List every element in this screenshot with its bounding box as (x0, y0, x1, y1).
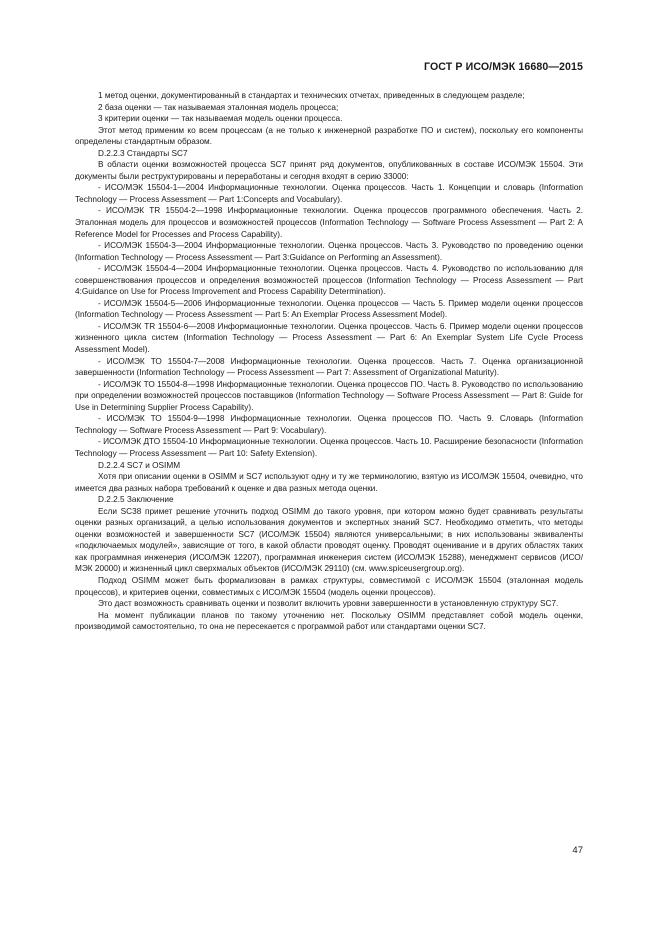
section-heading: D.2.2.5 Заключение (98, 495, 174, 505)
list-item: - ИСО/МЭК ДТО 15504-10 Информационные технологии. Оценка процессов. Часть 10. Расширение безопасности (Information Technology — Process Assessment — Part 10: Safety Extension). (75, 437, 583, 458)
paragraph: В области оценки возможностей процесса SC7 принят ряд документов, опубликованных в составе ИСО/МЭК 15504. Эти документы были реструктурированы и переработаны и сегодня входят в серию 33000: (75, 160, 583, 181)
paragraph: Это даст возможность сравнивать оценки и позволит включить уровни завершенности в установленную структуру SC7. (98, 599, 559, 609)
paragraph: 2 база оценки — так называемая эталонная модель процесса; (98, 102, 339, 112)
paragraph: 1 метод оценки, документированный в стандартах и технических отчетах, приведенных в следующем разделе; (98, 91, 525, 100)
paragraph: Если SC38 примет решение уточнить подход OSIMM до такого уровня, при котором можно будет сравнивать результаты оценки разных организаций, а целью использования документов и экспертных знаний SC7. Необходимо отметить, что методы оценки возможностей и завершенности SC7 (ИСО/МЭК 15504) являются универсальными; в них использованы эквиваленты «подключаемых модулей», зависящие от того, в какой области проводят оценку. Проводят оценивание и в других областях таких как программная инженерия (ИСО/МЭК 12207), программная инженерия систем (ИСО/МЭК 15288), менеджмент сервисов (ИСО/МЭК 20000) и жизненный цикл сверхмалых объектов (ИСО/МЭК 29110) (см. www.spiceusergroup.org). (75, 506, 583, 574)
list-item: - ИСО/МЭК ТО 15504-8—1998 Информационные технологии. Оценка процессов ПО. Часть 8. Руководство по использованию при определении возможностей процессов поставщиков (Information Technology — Software Process Assessment — Part 8: Guide for Use in Determining Supplier Process Capability). (75, 379, 583, 412)
list-item: - ИСО/МЭК TR 15504-6—2008 Информационные технологии. Оценка процессов. Часть 6. Пример модели оценки процессов жизненного цикла систем (Information Technology — Process Assessment — Part 6: An Exemplar System Life Cycle Process Assessment Model). (75, 321, 583, 355)
body-text (75, 90, 583, 633)
list-item: - ИСО/МЭК ТО 15504-9—1998 Информационные технологии. Оценка процессов ПО. Часть 9. Словарь (Information Technology — Software Process Assessment — Part 9: Vocabulary). (75, 414, 583, 435)
section-heading: D.2.2.3 Стандарты SC7 (98, 148, 188, 158)
paragraph: 3 критерии оценки — так называемая модель оценки процесса. (98, 114, 343, 124)
paragraph: На момент публикации планов по такому уточнению нет. Поскольку OSIMM представляет собой модель оценки, производимой самостоятельно, то она не пересекается с программой работ или стандартами оценки SC7. (75, 610, 583, 632)
page-number: 47 (572, 845, 583, 856)
list-item: - ИСО/МЭК 15504-3—2004 Информационные технологии. Оценка процессов. Часть 3. Руководство по проведению оценки (Information Technology — Process Assessment — Part 3:Guidance on Performing an Assessment). (75, 241, 583, 262)
list-item: - ИСО/МЭК 15504-5—2006 Информационные технологии. Оценка процессов — Часть 5. Пример модели оценки процессов (Information Technology — Process Assessment — Part 5: An Exemplar Process Assessment Model). (75, 298, 583, 320)
paragraph: Хотя при описании оценки в OSIMM и SC7 используют одну и ту же терминологию, взятую из ИСО/МЭК 15504, очевидно, что имеется два разных набора требований к оценке и два разных метода оценки. (75, 472, 583, 493)
list-item: - ИСО/МЭК 15504-1—2004 Информационные технологии. Оценка процессов. Часть 1. Концепции и словарь (Information Technology — Process Assessment — Part 1:Concepts and Vocabulary). (75, 183, 583, 204)
paragraph: Этот метод применим ко всем процессам (а не только к инженерной разработке ПО и систем), поскольку его компоненты определены стандартным образом. (75, 125, 583, 147)
list-item: - ИСО/МЭК ТО 15504-7—2008 Информационные технологии. Оценка процессов. Часть 7. Оценка организационной завершенности (Information Technology — Process Assessment — Part 7: Assessment of Organizational Maturity). (75, 356, 583, 378)
standard-designation: ГОСТ Р ИСО/МЭК 16680—2015 (424, 61, 583, 73)
list-item: - ИСО/МЭК 15504-4—2004 Информационные технологии. Оценка процессов. Часть 4. Руководство по использованию для совершенствования процессов и определения возможностей процессов (Information Technology — Process Assessment — Part 4:Guidance on Use for Process Improvement and Process Capability Determination). (75, 264, 583, 297)
paragraph: Подход OSIMM может быть формализован в рамках структуры, совместимой с ИСО/МЭК 15504 (эталонная модель процессов), и критериев оценки, совместимых с ИСО/МЭК 15504 (модель оценки процессов). (75, 575, 583, 597)
section-heading: D.2.2.4 SC7 и OSIMM (98, 460, 181, 470)
list-item: - ИСО/МЭК TR 15504-2—1998 Информационные технологии. Оценка процессов программного обеспечения. Часть 2. Эталонная модель для процессов и возможностей процессов (Information Technology — Software Process Assessment — Part 2: A Reference Model for Processes and Process Capability). (75, 206, 583, 239)
